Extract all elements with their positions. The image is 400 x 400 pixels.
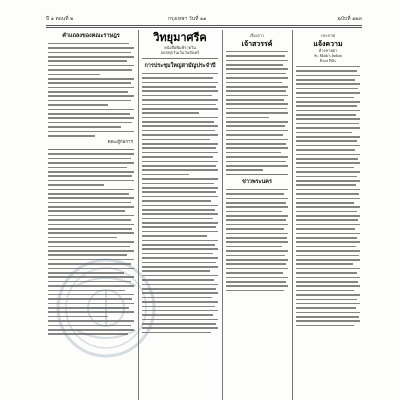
column-4-sub: ห้างขายยา: [318, 48, 338, 53]
column-4-text: [294, 66, 362, 327]
column-1-text: [46, 43, 136, 137]
column-4: [294, 30, 362, 400]
header-rule-bottom: [46, 27, 362, 28]
watermark-stamp-icon: [54, 256, 158, 360]
column-3-heading-2: ข่าวพระนคร: [242, 178, 272, 185]
header-rule-top: [46, 25, 362, 26]
column-4-heading: แจ้งความ: [313, 39, 343, 48]
column-1-signature: คณะผู้ก่อการ: [107, 140, 133, 146]
column-divider-3: [292, 30, 293, 400]
column-divider-2: [222, 30, 223, 400]
column-4-kicker: ประกาศ: [320, 33, 336, 38]
header-date: กรุงเทพฯ วันที่ ๑๑: [168, 16, 207, 22]
header-number: ฉบับที่ ๑๒๓: [337, 16, 362, 22]
masthead-title: วิทยุมาศรีค: [153, 31, 207, 44]
column-2-heading: การประชุมใหญ่สามัญประจำปี: [144, 63, 216, 69]
column-1-heading: คำแถลงของคณะราษฎร: [62, 33, 120, 39]
column-3-heading: เจ้าสวรรค์: [241, 39, 273, 48]
masthead-subtitle-1: หนังสือพิมพ์รายวัน: [164, 45, 196, 50]
column-3-text: [224, 51, 290, 171]
column-4-english-1: St. Mark's Indian: [314, 53, 342, 58]
column-3: [224, 30, 290, 400]
header-issue: ปี ๑ ตอนที่ ๒: [46, 16, 74, 22]
masthead-subtitle-2: ออกทุกวันเว้นวันจันทร์: [160, 50, 200, 55]
column-3-text-2: [224, 189, 290, 292]
column-4-english-2: Root Pills: [320, 58, 336, 63]
column-3-kicker: เรื่องราว: [249, 33, 265, 38]
page-header: [46, 14, 362, 24]
